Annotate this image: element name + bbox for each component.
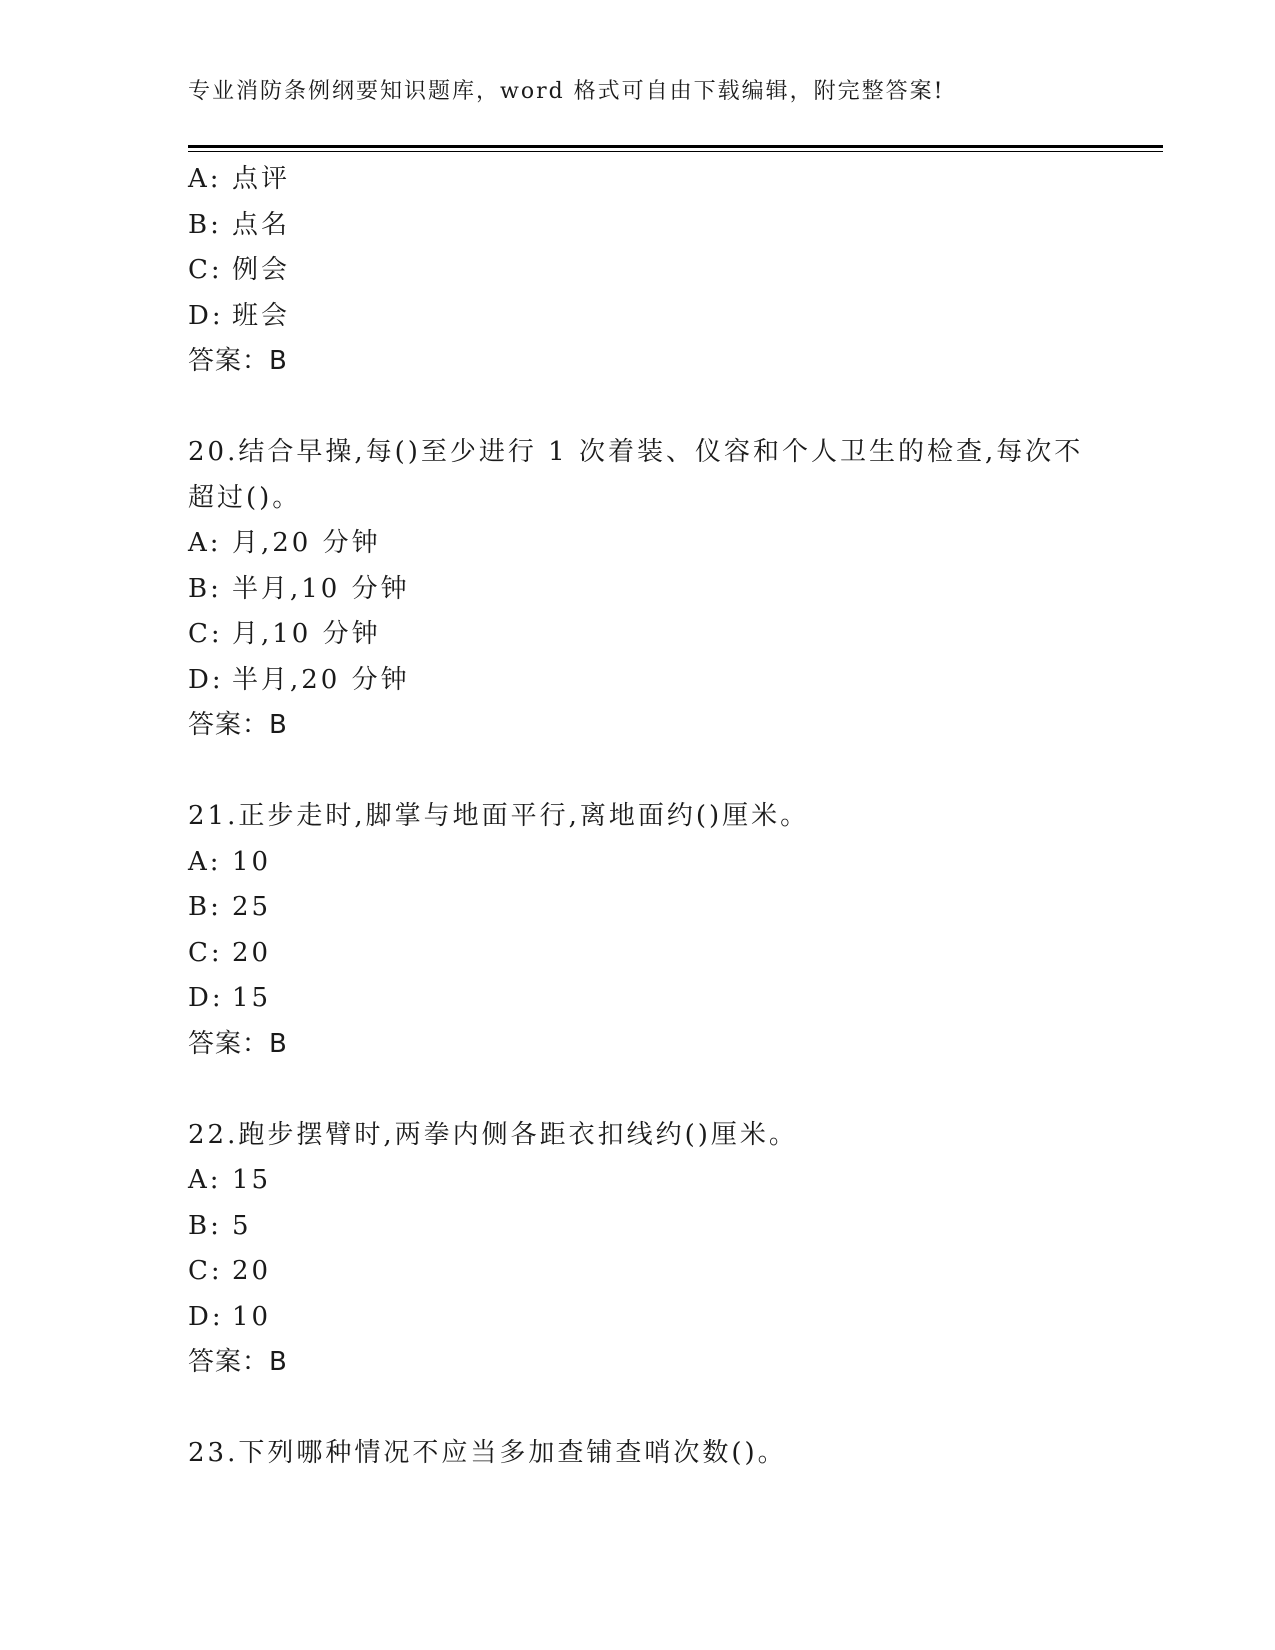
option-a: A: 点评	[188, 164, 291, 194]
question-text-cont: 超过()。	[188, 482, 302, 513]
answer-line: 答案：B	[188, 710, 288, 740]
question-block-23	[188, 1431, 1118, 1477]
option-d: D: 班会	[188, 300, 291, 331]
question-block-20	[188, 430, 1118, 749]
answer-line: 答案：B	[188, 1028, 288, 1059]
option-d: D: 15	[188, 983, 272, 1013]
option-c: C: 月,10 分钟	[188, 619, 381, 649]
option-b: B: 25	[188, 892, 272, 922]
option-c: C: 例会	[188, 255, 291, 285]
option-b: B: 点名	[188, 209, 291, 240]
question-text: 23.下列哪种情况不应当多加查铺查哨次数()。	[188, 1438, 787, 1468]
header-rule-thick	[188, 145, 1163, 148]
page-header: 专业消防条例纲要知识题库，word 格式可自由下载编辑，附完整答案!	[188, 79, 945, 104]
spacer	[188, 1067, 1118, 1113]
option-a: A: 15	[188, 1165, 272, 1195]
option-d: D: 半月,20 分钟	[188, 664, 410, 695]
question-text: 22.跑步摆臂时,两拳内侧各距衣扣线约()厘米。	[188, 1119, 798, 1150]
option-b: B: 半月,10 分钟	[188, 573, 410, 604]
question-block-22	[188, 1113, 1118, 1386]
option-a: A: 10	[188, 846, 272, 877]
option-a: A: 月,20 分钟	[188, 528, 381, 558]
option-d: D: 10	[188, 1301, 272, 1332]
answer-line: 答案：B	[188, 346, 288, 376]
question-block-prev	[188, 157, 1118, 385]
spacer	[188, 749, 1118, 795]
spacer	[188, 385, 1118, 431]
header-rule-thin	[188, 151, 1163, 152]
option-b: B: 5	[188, 1210, 252, 1241]
question-text: 20.结合早操,每()至少进行 1 次着装、仪容和个人卫生的检查,每次不	[188, 437, 1084, 467]
question-text: 21.正步走时,脚掌与地面平行,离地面约()厘米。	[188, 801, 810, 831]
spacer	[188, 1386, 1118, 1432]
question-list	[188, 157, 1118, 1477]
question-block-21	[188, 794, 1118, 1067]
answer-line: 答案：B	[188, 1347, 288, 1377]
option-c: C: 20	[188, 1256, 272, 1286]
option-c: C: 20	[188, 937, 272, 968]
